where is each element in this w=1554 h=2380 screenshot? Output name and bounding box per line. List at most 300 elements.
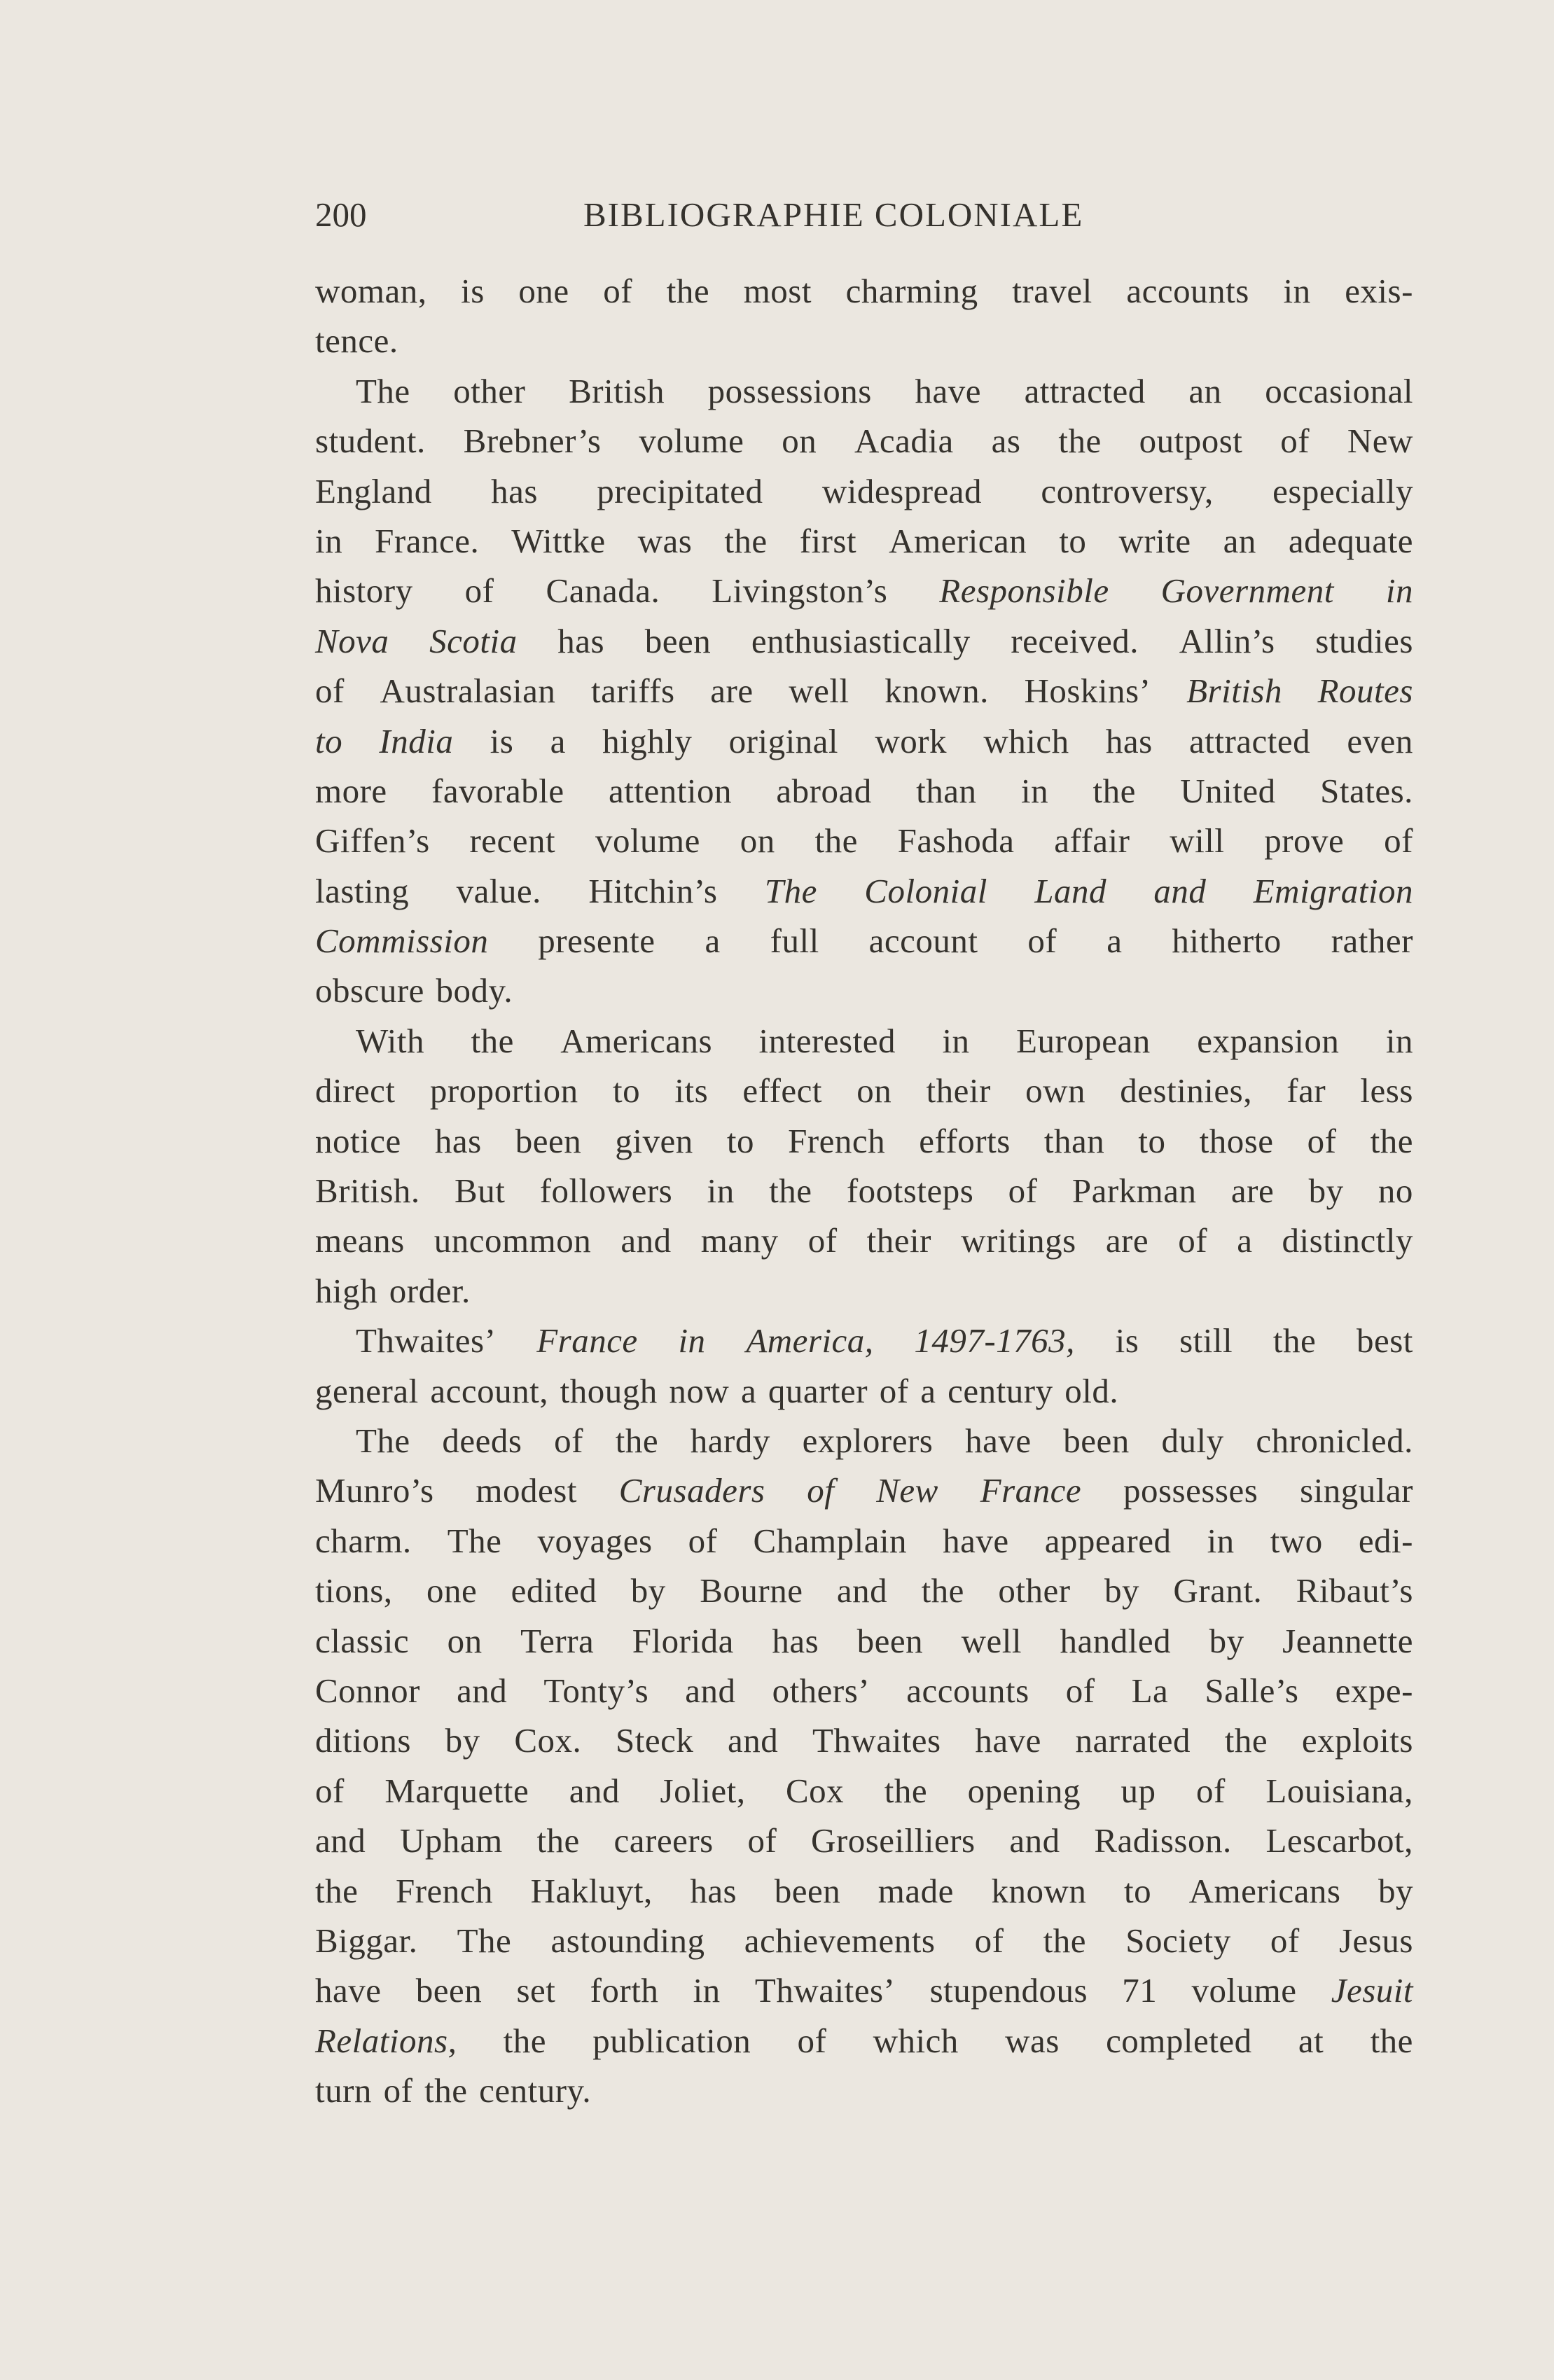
word: Allin’s <box>1179 621 1275 660</box>
word: of <box>1196 1771 1226 1810</box>
word: the <box>1370 1121 1413 1160</box>
italic-word: Scotia <box>429 621 518 660</box>
italic-word: Routes <box>1317 671 1413 711</box>
italic-word: Crusaders <box>618 1471 765 1510</box>
text-line <box>315 1366 1413 1416</box>
word: accounts <box>906 1671 1029 1710</box>
word: history <box>315 571 413 611</box>
word: on <box>856 1071 892 1111</box>
word: one <box>426 1571 478 1610</box>
word: Jeannette <box>1282 1621 1413 1660</box>
word: The <box>356 371 410 410</box>
word: those <box>1199 1121 1274 1160</box>
word: Parkman <box>1071 1171 1197 1211</box>
word: tence. <box>315 321 398 361</box>
word: been <box>644 621 712 660</box>
word: charming <box>845 272 978 310</box>
word: a <box>920 1371 936 1410</box>
word: as <box>991 422 1021 461</box>
word: a <box>740 1371 757 1410</box>
word: Jesus <box>1338 1921 1413 1960</box>
word: possessions <box>707 371 872 410</box>
word: rather <box>1331 921 1413 961</box>
word: are <box>1230 1171 1275 1211</box>
word: Champlain <box>753 1521 908 1560</box>
word: by <box>1104 1571 1139 1610</box>
word: adequate <box>1288 521 1413 560</box>
word: astounding <box>550 1921 705 1960</box>
word: the <box>1043 1921 1087 1960</box>
word: the <box>884 1771 928 1810</box>
text-line <box>315 1616 1413 1666</box>
word: of <box>1027 921 1057 961</box>
word: Marquette <box>384 1771 529 1810</box>
word: the <box>503 2021 546 2060</box>
text-line <box>315 1965 1413 2015</box>
word: means <box>315 1221 405 1260</box>
word: will <box>1170 821 1225 861</box>
word: known. <box>884 671 989 711</box>
word: a <box>705 921 721 961</box>
word: is <box>1115 1321 1139 1361</box>
text-line <box>315 566 1413 615</box>
word: of <box>315 1771 345 1810</box>
word: by <box>630 1571 666 1610</box>
word: Terra <box>520 1621 595 1660</box>
text-line <box>315 2066 1413 2115</box>
text-line <box>315 1716 1413 1765</box>
word: was <box>637 521 693 560</box>
word: tariffs <box>591 671 675 711</box>
italic-word: British <box>1186 671 1282 711</box>
italic-word: in <box>678 1321 706 1361</box>
word: been <box>415 1971 483 2010</box>
word: many <box>700 1221 779 1260</box>
word: widespread <box>821 471 983 510</box>
word: and <box>836 1571 888 1610</box>
italic-word: in <box>1385 571 1413 611</box>
word: attracted <box>1188 721 1311 760</box>
italic-word: Responsible <box>939 571 1109 611</box>
word: stupendous <box>929 1971 1088 2010</box>
text-line <box>315 1666 1413 1716</box>
word: Tonty’s <box>543 1671 649 1710</box>
word: the <box>921 1571 964 1610</box>
word: notice <box>315 1121 401 1160</box>
italic-word: America, <box>746 1321 874 1361</box>
text-line <box>315 966 1413 1015</box>
word: completed <box>1106 2021 1252 2060</box>
italic-word: 1497-1763, <box>914 1321 1075 1361</box>
word: in <box>942 1021 970 1060</box>
italic-word: India <box>379 721 454 760</box>
word: on <box>740 821 775 861</box>
word: to <box>1138 1121 1166 1160</box>
word: set <box>516 1971 556 2010</box>
text-line <box>315 666 1413 716</box>
text-line <box>315 1166 1413 1216</box>
word: in <box>693 1971 721 2010</box>
page-number: 200 <box>315 195 367 234</box>
word: La <box>1131 1671 1169 1710</box>
word: the <box>666 272 710 310</box>
word: are <box>710 671 754 711</box>
word: than <box>1043 1121 1105 1160</box>
word: have <box>965 1421 1032 1460</box>
word: The <box>457 1921 512 1960</box>
word: French <box>395 1871 494 1910</box>
word: Giffen’s <box>315 821 430 861</box>
word: is <box>490 721 514 760</box>
word: Fashoda <box>897 821 1015 861</box>
text-line <box>315 1216 1413 1265</box>
word: The <box>447 1521 502 1560</box>
word: United <box>1180 771 1276 810</box>
word: the <box>1092 771 1136 810</box>
italic-word: Colonial <box>864 871 987 910</box>
word: duly <box>1161 1421 1224 1460</box>
word: Joliet, <box>660 1771 746 1810</box>
word: Canada. <box>546 571 660 611</box>
word: of <box>554 1421 583 1460</box>
word: two <box>1270 1521 1323 1560</box>
word: now <box>669 1371 730 1410</box>
word: lasting <box>315 871 410 910</box>
word: Cox <box>785 1771 845 1810</box>
text-line <box>315 716 1413 766</box>
word: Lescarbot, <box>1265 1821 1413 1860</box>
italic-word: France <box>536 1321 638 1361</box>
word: one <box>518 272 569 310</box>
word: exis- <box>1345 272 1413 310</box>
word: of <box>464 571 494 611</box>
word: no <box>1378 1171 1413 1211</box>
word: edi- <box>1358 1521 1413 1560</box>
word: of <box>1307 1121 1337 1160</box>
word: chronicled. <box>1256 1421 1413 1460</box>
word: the <box>615 1421 659 1460</box>
word: charm. <box>315 1521 412 1560</box>
text-line <box>315 1816 1413 1865</box>
text-line <box>315 616 1413 666</box>
word: Salle’s <box>1205 1671 1299 1710</box>
text-line <box>315 1416 1413 1466</box>
word: to <box>726 1121 754 1160</box>
word: affair <box>1054 821 1130 861</box>
word: work <box>875 721 948 760</box>
word: have <box>915 371 981 410</box>
word: made <box>877 1871 954 1910</box>
word: outpost <box>1139 422 1243 461</box>
word: less <box>1360 1071 1413 1111</box>
word: body. <box>436 971 513 1010</box>
word: Radisson. <box>1094 1821 1232 1860</box>
text-line <box>315 916 1413 966</box>
word: Australasian <box>380 671 556 711</box>
word: by <box>1209 1621 1244 1660</box>
word: has <box>690 1871 737 1910</box>
word: by <box>1308 1171 1344 1211</box>
text-line <box>315 1316 1413 1365</box>
text-line <box>315 466 1413 516</box>
text-line <box>315 766 1413 816</box>
word: of <box>1178 1221 1208 1260</box>
word: tions, <box>315 1571 393 1610</box>
word: was <box>1005 2021 1060 2060</box>
word: value. <box>456 871 541 910</box>
word: in <box>1207 1521 1235 1560</box>
word: on <box>782 422 817 461</box>
word: edited <box>511 1571 597 1610</box>
word: has <box>1105 721 1153 760</box>
word: effect <box>742 1071 823 1111</box>
word: student. <box>315 422 426 461</box>
word: is <box>461 272 485 310</box>
italic-word: Jesuit <box>1331 1971 1413 2010</box>
word: which <box>983 721 1069 760</box>
word: voyages <box>537 1521 653 1560</box>
word: presente <box>538 921 655 961</box>
italic-word: and <box>1153 871 1207 910</box>
word: Thwaites’ <box>356 1321 497 1361</box>
word: of <box>603 272 633 310</box>
word: of <box>688 1521 718 1560</box>
italic-word: Government <box>1160 571 1334 611</box>
word: of <box>807 1221 838 1260</box>
word: more <box>315 771 387 810</box>
text-line <box>315 266 1413 316</box>
word: attention <box>609 771 732 810</box>
word: the <box>1224 1721 1268 1760</box>
word: Bourne <box>700 1571 803 1610</box>
word: Livingston’s <box>712 571 888 611</box>
word: States. <box>1320 771 1413 810</box>
word: Hoskins’ <box>1024 671 1151 711</box>
word: Thwaites’ <box>754 1971 896 2010</box>
word: writings <box>961 1221 1076 1260</box>
word: to <box>1059 521 1087 560</box>
word: footsteps <box>846 1171 974 1211</box>
word: and <box>685 1671 736 1710</box>
word: publication <box>592 2021 751 2060</box>
word: favorable <box>431 771 564 810</box>
word: uncommon <box>433 1221 592 1260</box>
text-line <box>315 316 1413 366</box>
word: most <box>743 272 812 310</box>
word: of <box>1270 1921 1300 1960</box>
word: century. <box>479 2071 592 2110</box>
word: order. <box>389 1271 471 1310</box>
italic-word: to <box>315 721 343 760</box>
italic-word: New <box>876 1471 938 1510</box>
text-line <box>315 1016 1413 1066</box>
word: own <box>1025 1071 1085 1111</box>
word: studies <box>1315 621 1413 660</box>
word: followers <box>539 1171 673 1211</box>
word: Wittke <box>511 521 606 560</box>
word: to <box>1123 1871 1152 1910</box>
word: Hakluyt, <box>530 1871 653 1910</box>
word: the <box>471 1021 514 1060</box>
word: account <box>868 921 978 961</box>
word: others’ <box>772 1671 870 1710</box>
word: the <box>1272 1321 1317 1361</box>
word: classic <box>315 1621 410 1660</box>
word: are <box>1105 1221 1149 1260</box>
italic-word: Land <box>1034 871 1106 910</box>
word: first <box>799 521 857 560</box>
word: have <box>943 1521 1009 1560</box>
word: Grant. <box>1173 1571 1263 1610</box>
word: other <box>998 1571 1071 1610</box>
word: Hitchin’s <box>588 871 718 910</box>
word: deeds <box>442 1421 522 1460</box>
word: their <box>926 1071 991 1111</box>
running-title: BIBLIOGRAPHIE COLONIALE <box>583 195 1084 234</box>
word: even <box>1347 721 1413 760</box>
word: careers <box>613 1821 714 1860</box>
word: the <box>814 821 858 861</box>
word: than <box>916 771 977 810</box>
word: been <box>515 1121 582 1160</box>
word: and <box>728 1721 779 1760</box>
word: well <box>961 1621 1022 1660</box>
word: achievements <box>744 1921 936 1960</box>
word: Groseilliers <box>811 1821 976 1860</box>
word: still <box>1179 1321 1233 1361</box>
word: New <box>1347 422 1413 461</box>
word: modest <box>476 1471 577 1510</box>
word: and <box>569 1771 620 1810</box>
text-line <box>315 1516 1413 1566</box>
word: a <box>1237 1221 1253 1260</box>
word: general <box>315 1371 419 1410</box>
word: in <box>1385 1021 1413 1060</box>
word: given <box>615 1121 693 1160</box>
word: French <box>788 1121 886 1160</box>
word: American <box>889 521 1027 560</box>
word: volume <box>595 821 700 861</box>
word: of <box>974 1921 1004 1960</box>
word: attracted <box>1024 371 1146 410</box>
word: forth <box>590 1971 659 2010</box>
word: been <box>774 1871 841 1910</box>
word: narrated <box>1075 1721 1191 1760</box>
word: have <box>315 1971 382 2010</box>
word: other <box>453 371 526 410</box>
text-line <box>315 1466 1413 1515</box>
word: high <box>315 1271 378 1310</box>
word: Steck <box>615 1721 694 1760</box>
word: accounts <box>1126 272 1249 310</box>
word: the <box>315 1871 359 1910</box>
word: of <box>1384 821 1413 861</box>
text-line <box>315 1116 1413 1166</box>
word: far <box>1286 1071 1326 1111</box>
word: have <box>975 1721 1041 1760</box>
word: Americans <box>1188 1871 1341 1910</box>
text-line <box>315 366 1413 416</box>
word: and <box>315 1821 366 1860</box>
word: travel <box>1012 272 1092 310</box>
word: enthusiastically <box>751 621 971 660</box>
word: volume <box>639 422 744 461</box>
word: Americans <box>560 1021 713 1060</box>
word: Ribaut’s <box>1296 1571 1413 1610</box>
text-line <box>315 816 1413 865</box>
text-line <box>315 1266 1413 1316</box>
word: Brebner’s <box>463 422 602 461</box>
word: in <box>707 1171 735 1211</box>
word: Biggar. <box>315 1921 418 1960</box>
word: volume <box>1191 1971 1297 2010</box>
text-line <box>315 1866 1413 1916</box>
word: of <box>747 1821 777 1860</box>
text-line <box>315 1566 1413 1615</box>
word: well <box>789 671 849 711</box>
word: distinctly <box>1282 1221 1413 1260</box>
word: Connor <box>315 1671 420 1710</box>
word: recent <box>469 821 556 861</box>
word: direct <box>315 1071 396 1111</box>
word: singular <box>1300 1471 1413 1510</box>
word: the <box>536 1821 580 1860</box>
word: been <box>856 1621 924 1660</box>
word: Florida <box>632 1621 734 1660</box>
word: of <box>315 671 345 711</box>
word: in <box>1020 771 1049 810</box>
text-line <box>315 516 1413 566</box>
word: abroad <box>776 771 872 810</box>
word: of <box>797 2021 827 2060</box>
word: the <box>1058 422 1102 461</box>
word: of <box>1008 1171 1038 1211</box>
word: Acadia <box>854 422 954 461</box>
word: best <box>1356 1321 1413 1361</box>
word: to <box>612 1071 641 1111</box>
word: handled <box>1060 1621 1172 1660</box>
word: England <box>315 471 432 510</box>
word: expansion <box>1197 1021 1340 1060</box>
word: and <box>620 1221 672 1260</box>
word: has <box>557 621 605 660</box>
italic-word: Nova <box>315 621 389 660</box>
word: account, <box>430 1371 548 1410</box>
word: appeared <box>1044 1521 1172 1560</box>
word: Upham <box>399 1821 503 1860</box>
text-line <box>315 2016 1413 2066</box>
word: of <box>1065 1671 1095 1710</box>
word: 71 <box>1122 1971 1158 2010</box>
word: has <box>434 1121 482 1160</box>
word: controversy, <box>1041 471 1214 510</box>
word: European <box>1016 1021 1151 1060</box>
word: known <box>991 1871 1087 1910</box>
word: opening <box>967 1771 1081 1810</box>
word: Munro’s <box>315 1471 434 1510</box>
word: original <box>728 721 839 760</box>
word: on <box>447 1621 483 1660</box>
word: quarter <box>768 1371 868 1410</box>
word: the <box>1370 2021 1413 2060</box>
word: especially <box>1272 471 1413 510</box>
word: the <box>724 521 768 560</box>
word: a <box>1106 921 1123 961</box>
word: the <box>769 1171 812 1211</box>
word: century <box>948 1371 1053 1410</box>
text-line <box>315 416 1413 466</box>
word: The <box>356 1421 410 1460</box>
